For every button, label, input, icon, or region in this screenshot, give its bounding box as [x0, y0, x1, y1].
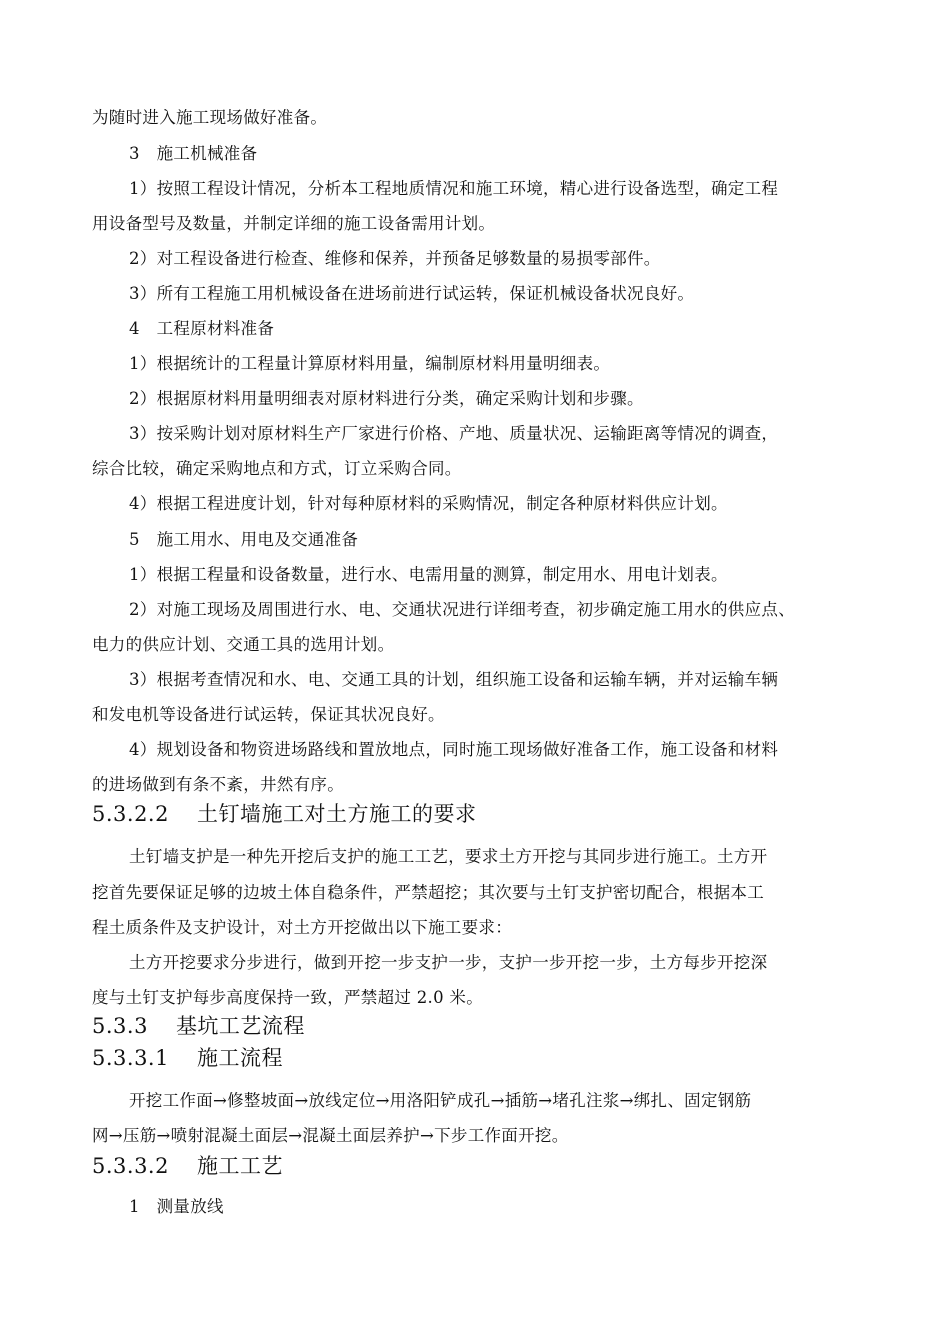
section-heading-533	[92, 1012, 305, 1040]
text-line: 开挖工作面→修整坡面→放线定位→用洛阳铲成孔→插筋→堵孔注浆→绑扎、固定钢筋	[129, 1091, 752, 1110]
text-line: 1）根据统计的工程量计算原材料用量，编制原材料用量明细表。	[129, 354, 611, 373]
section-title: 施工流程	[196, 1046, 283, 1070]
text-line: 电力的供应计划、交通工具的选用计划。	[92, 635, 395, 654]
text-line: 为随时进入施工现场做好准备。	[92, 108, 328, 127]
section-title: 施工工艺	[196, 1154, 283, 1178]
text-line: 的进场做到有条不紊，井然有序。	[92, 775, 344, 794]
section-number: 5.3.3.1	[92, 1046, 169, 1070]
text-line: 3）按采购计划对原材料生产厂家进行价格、产地、质量状况、运输距离等情况的调查，	[129, 424, 779, 443]
text-line: 网→压筋→喷射混凝土面层→混凝土面层养护→下步工作面开挖。	[92, 1126, 569, 1145]
item-heading: 3 施工机械准备	[129, 144, 258, 163]
section-number: 5.3.3.2	[92, 1154, 169, 1178]
text-line: 度与土钉支护每步高度保持一致，严禁超过 2.0 米。	[92, 988, 484, 1007]
text-line: 挖首先要保证足够的边坡土体自稳条件，严禁超挖；其次要与土钉支护密切配合，根据本工	[92, 883, 764, 902]
section-heading-5332	[92, 1152, 283, 1180]
section-number: 5.3.3	[92, 1014, 148, 1038]
text-line: 1）按照工程设计情况，分析本工程地质情况和施工环境，精心进行设备选型，确定工程	[129, 179, 779, 198]
section-title: 土钉墙施工对土方施工的要求	[196, 802, 477, 826]
text-line: 用设备型号及数量，并制定详细的施工设备需用计划。	[92, 214, 496, 233]
text-line: 和发电机等设备进行试运转，保证其状况良好。	[92, 705, 445, 724]
text-line: 综合比较，确定采购地点和方式，订立采购合同。	[92, 459, 462, 478]
text-line: 土方开挖要求分步进行，做到开挖一步支护一步，支护一步开挖一步，土方每步开挖深	[129, 953, 768, 972]
item-heading: 4 工程原材料准备	[129, 319, 275, 338]
section-title: 基坑工艺流程	[175, 1014, 305, 1038]
text-line: 3）根据考查情况和水、电、交通工具的计划，组织施工设备和运输车辆，并对运输车辆	[129, 670, 779, 689]
section-heading-5322	[92, 800, 476, 828]
text-line: 2）对工程设备进行检查、维修和保养，并预备足够数量的易损零部件。	[129, 249, 661, 268]
item-heading: 1 测量放线	[129, 1197, 224, 1216]
item-heading: 5 施工用水、用电及交通准备	[129, 530, 359, 549]
section-heading-5331	[92, 1044, 283, 1072]
section-number: 5.3.2.2	[92, 802, 169, 826]
text-line: 2）对施工现场及周围进行水、电、交通状况进行详细考查，初步确定施工用水的供应点、	[129, 600, 795, 619]
text-line: 2）根据原材料用量明细表对原材料进行分类，确定采购计划和步骤。	[129, 389, 644, 408]
text-line: 4）根据工程进度计划，针对每种原材料的采购情况，制定各种原材料供应计划。	[129, 494, 728, 513]
text-line: 程土质条件及支护设计，对土方开挖做出以下施工要求：	[92, 918, 512, 937]
text-line: 4）规划设备和物资进场路线和置放地点，同时施工现场做好准备工作，施工设备和材料	[129, 740, 779, 759]
text-line: 土钉墙支护是一种先开挖后支护的施工工艺，要求土方开挖与其同步进行施工。土方开	[129, 847, 768, 866]
text-line: 1）根据工程量和设备数量，进行水、电需用量的测算，制定用水、用电计划表。	[129, 565, 728, 584]
text-line: 3）所有工程施工用机械设备在进场前进行试运转，保证机械设备状况良好。	[129, 284, 695, 303]
